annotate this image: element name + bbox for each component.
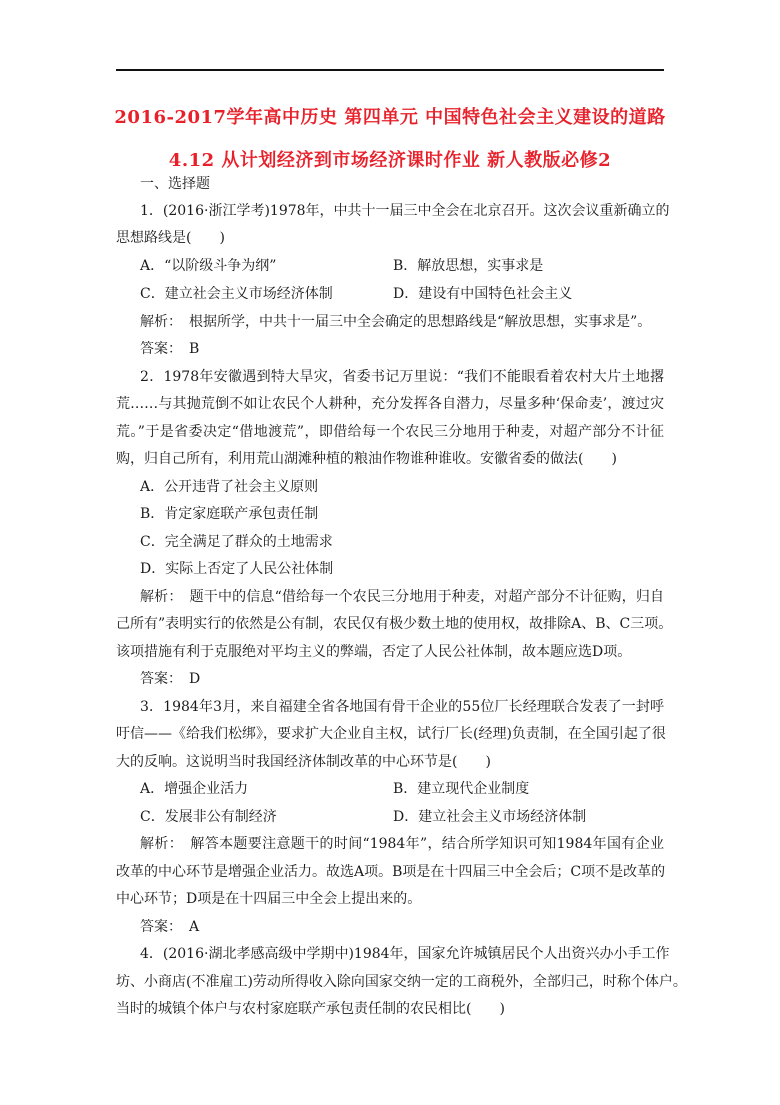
- section-heading: 一、选择题: [140, 176, 210, 192]
- q3-stem-line-1: 3．1984年3月，来自福建全省各地国有骨干企业的55位厂长经理联合发表了一封呼: [140, 699, 664, 715]
- q1-option-c: C．建立社会主义市场经济体制: [140, 286, 333, 302]
- q2-option-a: A．公开违背了社会主义原则: [140, 479, 319, 495]
- q2-analysis-line-2: 己所有”表明实行的依然是公有制，农民仅有极少数土地的使用权，故排除A、B、C三项。: [116, 616, 673, 632]
- q3-option-a: A．增强企业活力: [140, 781, 249, 797]
- q2-option-c: C．完全满足了群众的土地需求: [140, 534, 333, 550]
- document-title-line-1: 2016-2017学年高中历史 第四单元 中国特色社会主义建设的道路: [114, 107, 666, 128]
- q2-option-b: B．肯定家庭联产承包责任制: [140, 506, 319, 522]
- q3-answer: 答案： A: [140, 919, 200, 935]
- header-rule: [116, 69, 664, 71]
- q1-answer: 答案： B: [140, 341, 200, 357]
- q3-analysis-line-3: 中心环节；D项是在十四届三中全会上提出来的。: [116, 891, 422, 907]
- q3-option-b: B．建立现代企业制度: [393, 781, 530, 797]
- q1-option-b: B．解放思想，实事求是: [393, 258, 544, 274]
- q3-option-c: C．发展非公有制经济: [140, 809, 277, 825]
- q3-analysis-line-1: 解析： 解答本题要注意题干的时间“1984年”，结合所学知识可知1984年国有企业: [140, 836, 664, 852]
- q2-stem-line-3: 荒。”于是省委决定“借地渡荒”，即借给每一个农民三分地用于种麦，对超产部分不计征: [116, 424, 664, 440]
- q2-stem-line-2: 荒……与其抛荒倒不如让农民个人耕种，充分发挥各自潜力，尽量多种‘保命麦’，渡过灾: [116, 396, 664, 412]
- q2-stem-line-4: 购，归自己所有，利用荒山湖滩种植的粮油作物谁种谁收。安徽省委的做法( ): [116, 451, 617, 467]
- q3-stem-line-3: 大的反响。这说明当时我国经济体制改革的中心环节是( ): [116, 754, 491, 770]
- q2-answer: 答案： D: [140, 671, 201, 687]
- q4-stem-line-2: 坊、小商店(不准雇工)劳动所得收入除向国家交纳一定的工商税外，全部归己，时称个体户。: [116, 974, 687, 990]
- q3-stem-line-2: 吁信——《给我们松绑》，要求扩大企业自主权，试行厂长(经理)负责制，在全国引起了很: [116, 726, 666, 742]
- q2-option-d: D．实际上否定了人民公社体制: [140, 561, 334, 577]
- q3-analysis-line-2: 改革的中心环节是增强企业活力。故选A项。B项是在十四届三中全会后；C项不是改革的: [116, 864, 666, 880]
- q2-analysis-line-3: 该项措施有利于克服绝对平均主义的弊端，否定了人民公社体制，故本题应选D项。: [116, 644, 632, 660]
- q4-stem-line-1: 4．(2016·湖北孝感高级中学期中)1984年，国家允许城镇居民个人出资兴办小手工作: [140, 946, 670, 962]
- q3-option-d: D．建立社会主义市场经济体制: [393, 809, 587, 825]
- q1-analysis: 解析： 根据所学，中共十一届三中全会确定的思想路线是“解放思想，实事求是”。: [140, 314, 652, 330]
- q1-stem-line-1: 1．(2016·浙江学考)1978年，中共十一届三中全会在北京召开。这次会议重新确立的: [140, 203, 670, 219]
- q1-option-d: D．建设有中国特色社会主义: [393, 286, 573, 302]
- document-title-line-2: 4.12 从计划经济到市场经济课时作业 新人教版必修2: [168, 150, 612, 171]
- q2-analysis-line-1: 解析： 题干中的信息“借给每一个农民三分地用于种麦，对超产部分不计征购，归自: [140, 589, 664, 605]
- q4-stem-line-3: 当时的城镇个体户与农村家庭联产承包责任制的农民相比( ): [116, 1001, 505, 1017]
- q1-stem-line-2: 思想路线是( ): [116, 230, 225, 246]
- q1-option-a: A．“以阶级斗争为纲”: [140, 258, 277, 274]
- q2-stem-line-1: 2．1978年安徽遇到特大旱灾，省委书记万里说：“我们不能眼看着农村大片土地撂: [140, 369, 664, 385]
